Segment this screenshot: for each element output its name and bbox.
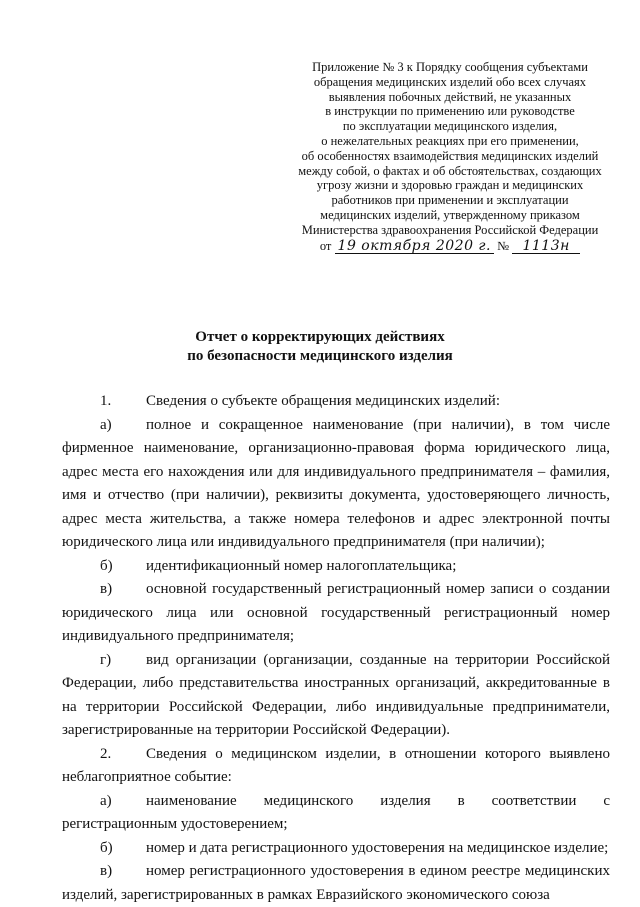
item-marker: б) bbox=[100, 557, 113, 574]
section-1g bbox=[62, 649, 610, 743]
item-text: основной государственный регистрационный номер записи о создании юридического лица или основной государственный регистрационный номер индивидуального предпринимателя; bbox=[62, 581, 610, 644]
section-2b bbox=[62, 837, 610, 861]
appendix-line: работников при применении и эксплуатации bbox=[331, 193, 569, 208]
section-1b bbox=[62, 555, 610, 579]
appendix-line: по эксплуатации медицинского изделия, bbox=[342, 119, 558, 134]
section-2a bbox=[62, 790, 610, 837]
appendix-line: Министерства здравоохранения Российской Федерации bbox=[301, 222, 599, 237]
from-label: от bbox=[319, 238, 332, 253]
title-line-1: Отчет о корректирующих действиях bbox=[195, 329, 445, 345]
item-marker: в) bbox=[100, 581, 113, 597]
section-marker: 1. bbox=[100, 393, 112, 409]
section-1-heading bbox=[62, 390, 610, 414]
number-label: № bbox=[497, 238, 510, 253]
appendix-line: в инструкции по применению или руководстве bbox=[325, 104, 575, 119]
appendix-line: выявления побочных действий, не указанных bbox=[328, 89, 572, 104]
title-line-2: по безопасности медицинского изделия bbox=[187, 348, 453, 364]
item-text: номер регистрационного удостоверения в едином реестре медицинских изделий, зарегистрированных в рамках Евразийского экономического союза bbox=[62, 863, 610, 903]
item-text: полное и сокращенное наименование (при наличии), в том числе фирменное наименование, организационно-правовая форма юридического лица, адрес места его нахождения или для индивидуального предпринимателя – фамилия, имя и отчество (при наличии), реквизиты документа, удостоверяющего личность, адрес места жительства, а также номера телефонов и адрес электронной почты юридического лица или индивидуального предпринимателя (при наличии); bbox=[62, 416, 610, 550]
item-marker: а) bbox=[100, 792, 112, 809]
appendix-line: между собой, о фактах и об обстоятельствах, создающих bbox=[298, 163, 602, 178]
section-text: Сведения о субъекте обращения медицинских изделий: bbox=[146, 393, 500, 409]
item-marker: г) bbox=[100, 651, 112, 668]
section-2v bbox=[62, 860, 610, 907]
order-date-number-line bbox=[280, 239, 620, 255]
section-1v bbox=[62, 578, 610, 649]
item-marker: в) bbox=[100, 863, 113, 879]
document-body bbox=[62, 390, 610, 907]
section-1a bbox=[62, 414, 610, 555]
item-text: наименование медицинского изделия в соответствии с регистрационным удостоверением; bbox=[62, 792, 610, 832]
appendix-line: обращения медицинских изделий обо всех случаях bbox=[313, 74, 587, 89]
appendix-line: об особенностях взаимодействия медицинских изделий bbox=[301, 148, 599, 163]
item-text: вид организации (организации, созданные на территории Российской Федерации, либо представительства иностранных организаций, аккредитованные в на территории Российской Федерации, либо индивидуальные предприниматели, зарегистрированные на территории Российской Федерации). bbox=[62, 651, 610, 738]
item-marker: а) bbox=[100, 416, 112, 433]
appendix-line: угрозу жизни и здоровью граждан и медицинских bbox=[316, 178, 584, 193]
handwritten-number: 1113н bbox=[512, 239, 580, 255]
appendix-line: медицинских изделий, утвержденному приказом bbox=[320, 207, 580, 222]
item-marker: б) bbox=[100, 839, 113, 856]
section-2-heading bbox=[62, 743, 610, 790]
appendix-header bbox=[280, 60, 620, 254]
handwritten-date: 19 октября 2020 г. bbox=[335, 239, 494, 255]
section-text: Сведения о медицинском изделии, в отношении которого выявлено неблагоприятное событие: bbox=[62, 745, 610, 785]
item-text: номер и дата регистрационного удостоверения на медицинское изделие; bbox=[146, 839, 609, 856]
appendix-line: Приложение № 3 к Порядку сообщения субъектами bbox=[312, 60, 588, 74]
document-title bbox=[0, 328, 640, 366]
section-marker: 2. bbox=[100, 745, 112, 762]
appendix-line: о нежелательных реакциях при его применении, bbox=[321, 133, 579, 148]
item-text: идентификационный номер налогоплательщика; bbox=[146, 557, 457, 574]
